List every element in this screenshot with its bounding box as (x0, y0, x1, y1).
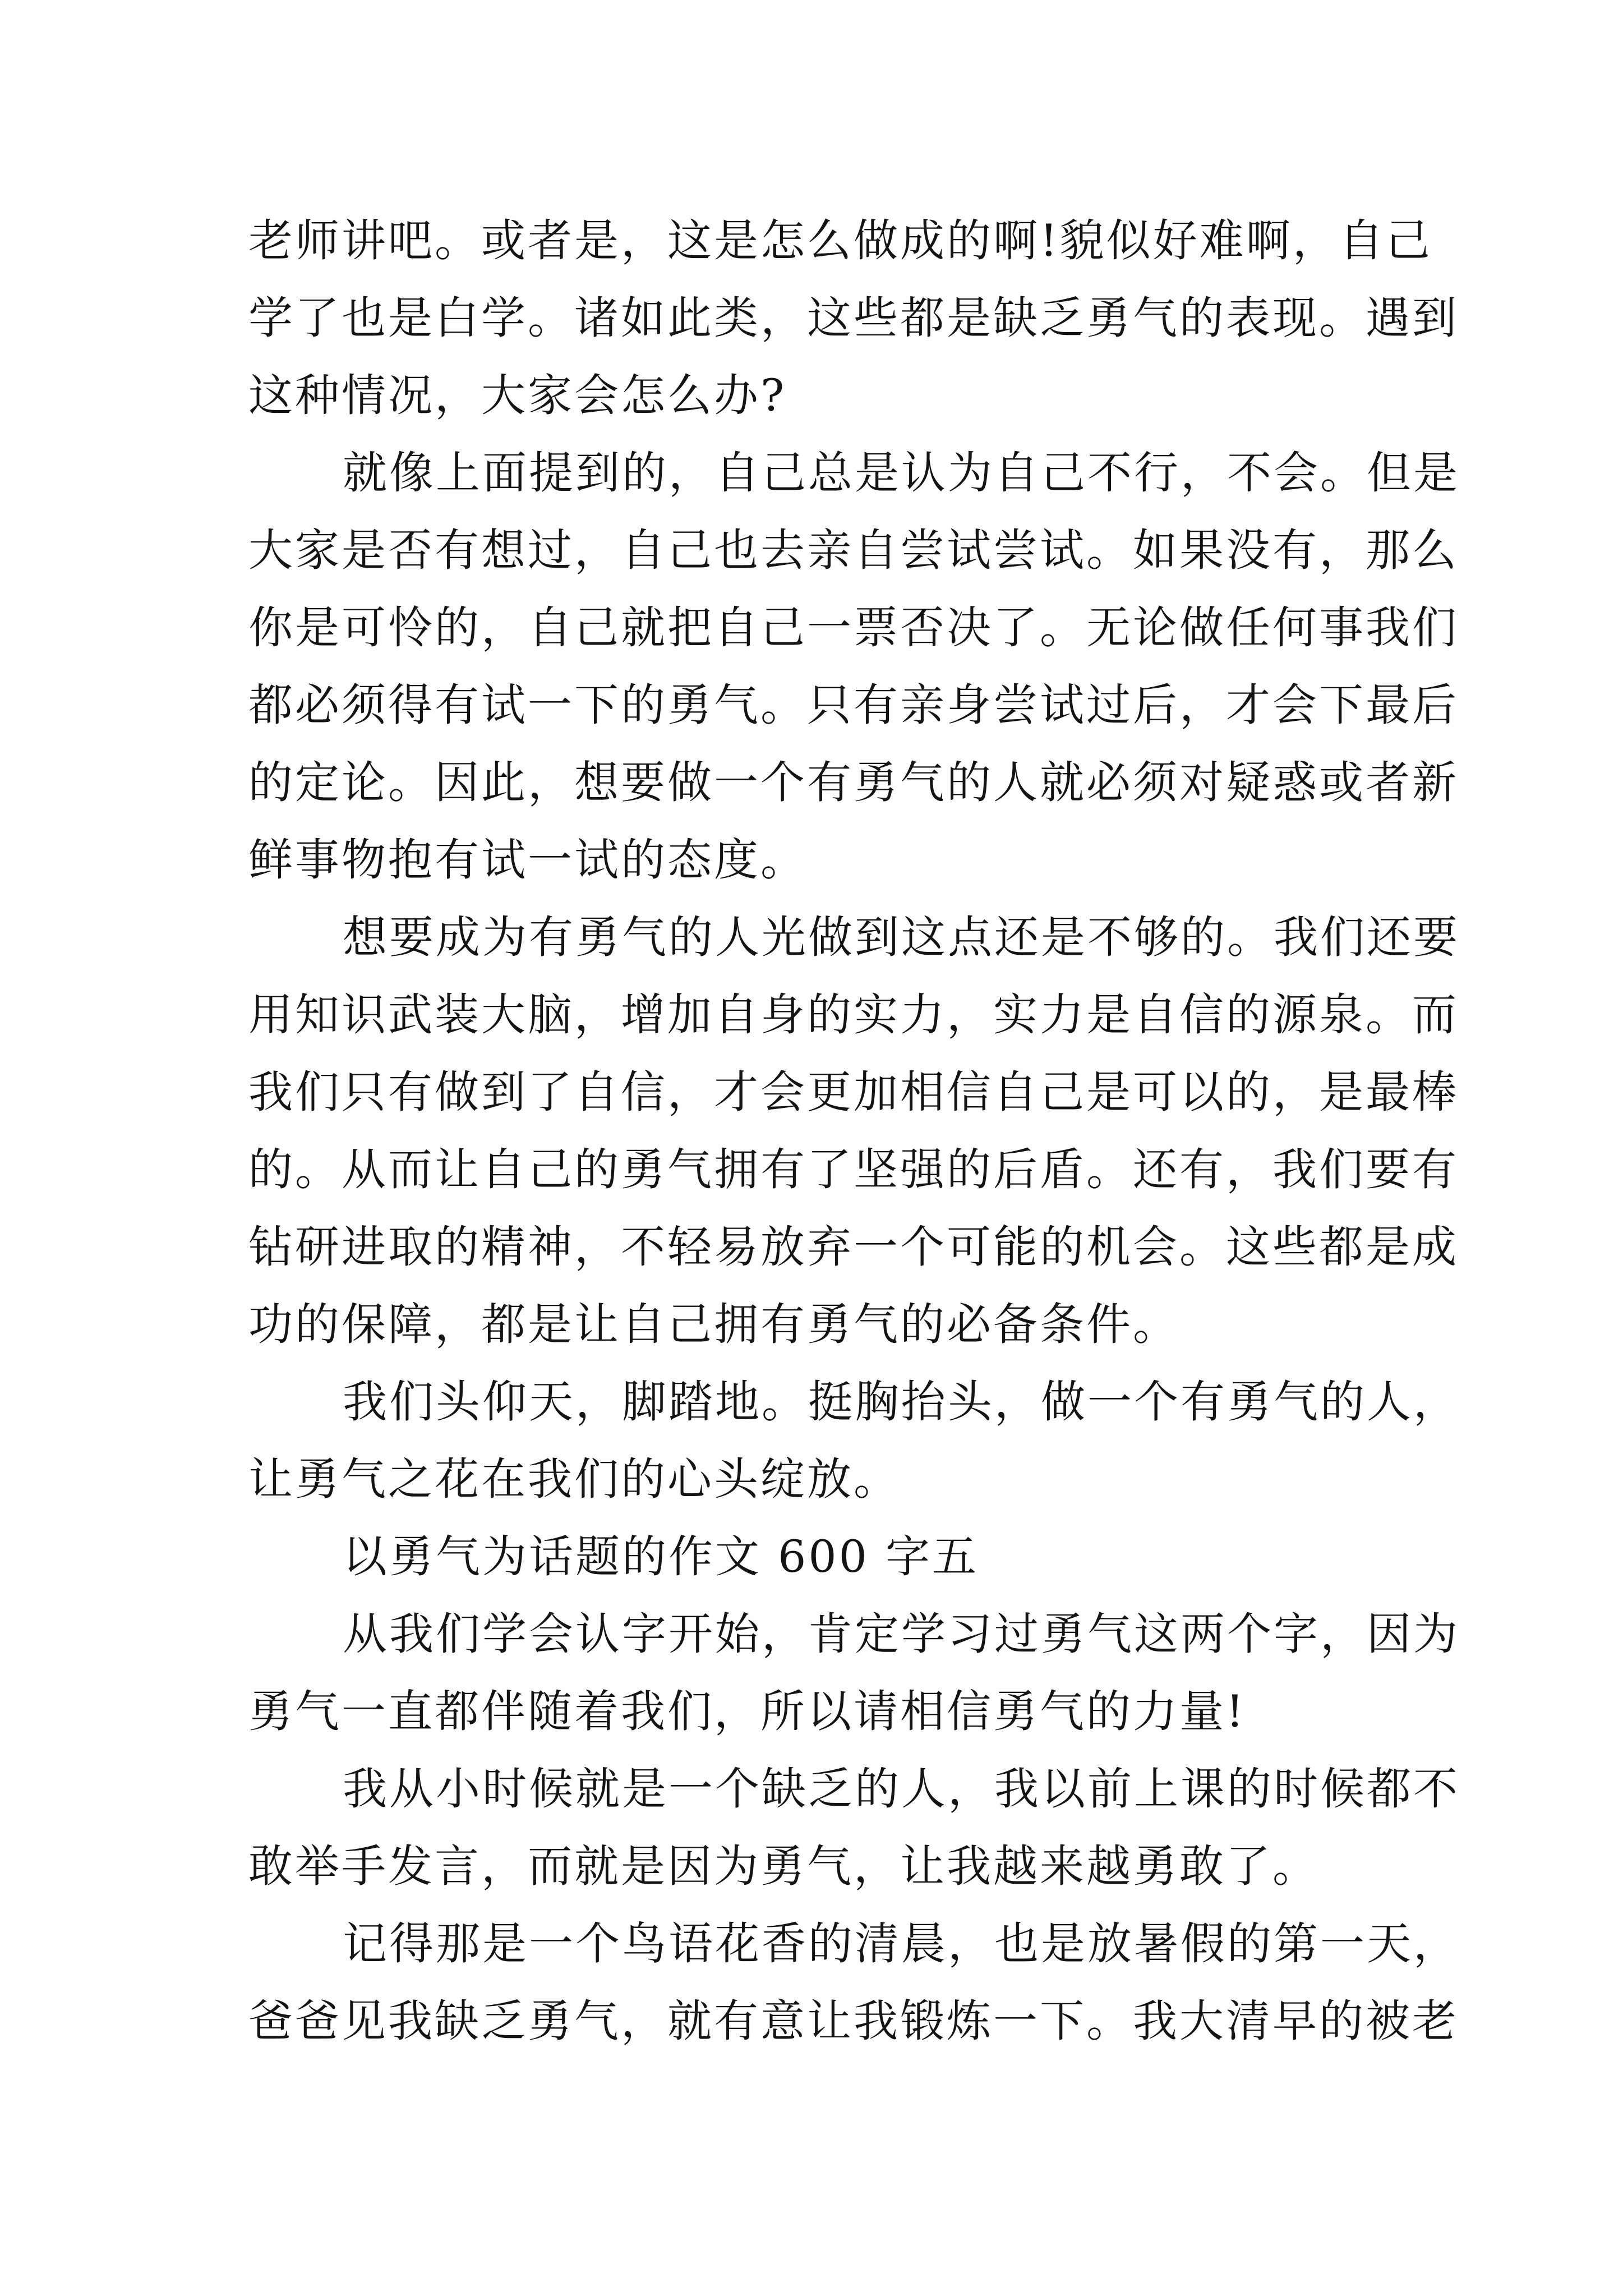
text-line: 我们只有做到了自信，才会更加相信自己是可以的，是最棒 (248, 1066, 1459, 1118)
body-text (248, 202, 1460, 2060)
text-line: 记得那是一个鸟语花香的清晨，也是放暑假的第一天， (343, 1918, 1460, 1970)
text-line: 想要成为有勇气的人光做到这点还是不够的。我们还要 (343, 912, 1460, 963)
text-line: 的。从而让自己的勇气拥有了坚强的后盾。还有，我们要有 (248, 1144, 1459, 1195)
text-line: 学了也是白学。诸如此类，这些都是缺乏勇气的表现。遇到 (248, 292, 1459, 344)
text-line: 从我们学会认字开始，肯定学习过勇气这两个字，因为 (343, 1608, 1460, 1660)
text-line: 都必须得有试一下的勇气。只有亲身尝试过后，才会下最后 (248, 679, 1459, 731)
text-line: 你是可怜的，自己就把自己一票否决了。无论做任何事我们 (248, 602, 1459, 654)
text-line: 老师讲吧。或者是，这是怎么做成的啊!貌似好难啊，自己 (248, 215, 1432, 266)
text-line: 的定论。因此，想要做一个有勇气的人就必须对疑惑或者新 (248, 757, 1459, 808)
text-line: 功的保障，都是让自己拥有勇气的必备条件。 (248, 1299, 1179, 1350)
text-line: 勇气一直都伴随着我们，所以请相信勇气的力量! (248, 1686, 1246, 1737)
text-line: 以勇气为话题的作文 600 字五 (343, 1531, 979, 1582)
text-line: 让勇气之花在我们的心头绽放。 (248, 1453, 900, 1505)
text-line: 敢举手发言，而就是因为勇气，让我越来越勇敢了。 (248, 1841, 1319, 1892)
text-line: 我从小时候就是一个缺乏的人，我以前上课的时候都不 (343, 1763, 1460, 1815)
text-line: 大家是否有想过，自己也去亲自尝试尝试。如果没有，那么 (248, 524, 1459, 576)
text-line: 用知识武装大脑，增加自身的实力，实力是自信的源泉。而 (248, 989, 1459, 1041)
text-line: 就像上面提到的，自己总是认为自己不行，不会。但是 (343, 447, 1460, 499)
text-line: 钻研进取的精神，不轻易放弃一个可能的机会。这些都是成 (248, 1221, 1459, 1273)
text-line: 爸爸见我缺乏勇气，就有意让我锻炼一下。我大清早的被老 (248, 1995, 1459, 2047)
text-line: 这种情况，大家会怎么办? (248, 370, 787, 421)
text-line: 鲜事物抱有试一试的态度。 (248, 834, 807, 886)
text-line: 我们头仰天，脚踏地。挺胸抬头，做一个有勇气的人， (343, 1376, 1460, 1428)
